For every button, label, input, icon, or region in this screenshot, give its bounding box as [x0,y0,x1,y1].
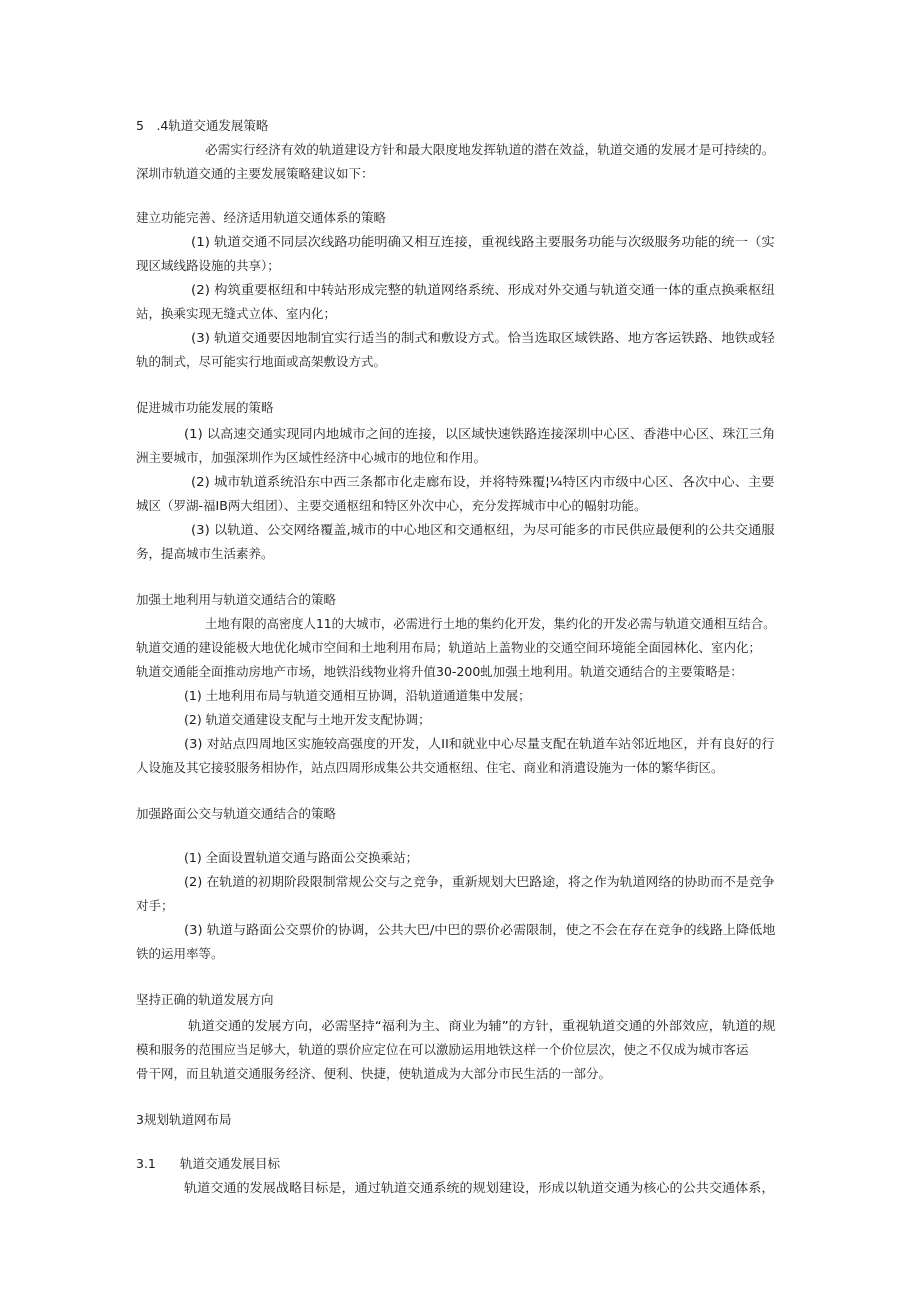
strategy-5-line: 骨干网，而且轨道交通服务经济、便利、快捷，使轨道成为大部分市民生活的一部分。 [136,1066,612,1081]
section-heading-5-4: 5 .4轨道交通发展策略 [136,118,269,133]
strategy-3-line: 轨道交通的建设能极大地优化城市空间和土地利用布局；轨道站上盖物业的交通空间环境能全面园林化、室内化； [136,640,762,655]
strategy-2-line: (2) 城市轨道系统沿东中西三条都市化走廊布设，并将特殊覆¦¼特区内市级中心区、各次中心、主要 [191,474,775,489]
strategy-2-line: (3) 以轨道、公交网络覆盖,城市的中心地区和交通枢纽，为尽可能多的市民供应最便利的公共交通服 [191,522,775,537]
strategy-2-title: 促进城市功能发展的策略 [136,400,274,415]
strategy-1-line: (2) 构筑重要枢纽和中转站形成完整的轨道网络系统、形成对外交通与轨道交通一体的重点换乘枢纽 [191,282,775,297]
strategy-3-line: (1) 土地利用布局与轨道交通相互协调，沿轨道通道集中发展； [184,688,531,703]
strategy-4-line: (2) 在轨道的初期阶段限制常规公交与之竞争，重新规划大巴路途，将之作为轨道网络的协助而不是竞争 [184,874,775,889]
strategy-3-title: 加强土地利用与轨道交通结合的策略 [136,592,337,607]
strategy-4-line: 铁的运用率等。 [136,946,224,961]
strategy-3-line: 土地有限的高密度人11的大城市，必需进行土地的集约化开发，集约化的开发必需与轨道交通相互结合。 [205,616,776,631]
strategy-3-line: 轨道交通能全面推动房地产市场，地铁沿线物业将升值30-200虬加强土地利用。轨道交通结合的主要策略是： [136,664,743,679]
strategy-1-line: (3) 轨道交通要因地制宜实行适当的制式和敷设方式。恰当选取区域铁路、地方客运铁路、地铁或轻 [191,330,775,345]
strategy-3-line: (3) 对站点四周地区实施较高强度的开发，人II和就业中心尽量支配在轨道车站邻近地区，并有良好的行 [184,736,775,751]
strategy-4-title: 加强路面公交与轨道交通结合的策略 [136,806,337,821]
strategy-4-line: 对手； [136,898,174,913]
section-3-1-line: 轨道交通的发展战略目标是，通过轨道交通系统的规划建设，形成以轨道交通为核心的公共交通体系， [184,1180,775,1195]
intro-line-1: 必需实行经济有效的轨道建设方针和最大限度地发挥轨道的潜在效益，轨道交通的发展才是可持续的。 [205,142,775,157]
strategy-1-line: 现区域线路设施的共享）； [136,258,280,273]
strategy-5-line: 轨道交通的发展方向，必需坚持“福利为主、商业为辅”的方针，重视轨道交通的外部效应，轨道的规 [188,1018,776,1033]
strategy-1-line: (1) 轨道交通不同层次线路功能明确又相互连接，重视线路主要服务功能与次级服务功能的统一（实 [191,234,775,249]
strategy-2-line: 洲主要城市，加强深圳作为区域性经济中心城市的地位和作用。 [136,450,487,465]
section-3-1-number: 3.1 [136,1156,156,1171]
strategy-1-line: 站，换乘实现无缝式立体、室内化； [136,306,337,321]
strategy-2-line: (1) 以高速交通实现同内地城市之间的连接，以区域快速铁路连接深圳中心区、香港中心区、珠江三角 [184,426,776,441]
strategy-5-line: 模和服务的范围应当足够大，轨道的票价应定位在可以激励运用地铁这样一个价位层次，使之不仅成为城市客运 [136,1042,749,1057]
strategy-1-title: 建立功能完善、经济适用轨道交通体系的策略 [136,210,387,225]
strategy-1-line: 轨的制式，尽可能实行地面或高架敷设方式。 [136,354,387,369]
strategy-3-line: (2) 轨道交通建设支配与土地开发支配协调； [184,712,431,727]
strategy-5-title: 坚持正确的轨道发展方向 [136,992,274,1007]
strategy-4-line: (3) 轨道与路面公交票价的协调，公共大巴/中巴的票价必需限制，使之不会在存在竞争的线路上降低地 [184,922,776,937]
strategy-3-line: 人设施及其它接驳服务相协作，站点四周形成集公共交通枢纽、住宅、商业和消遣设施为一体的繁华街区。 [136,760,724,775]
section-3-1-title: 轨道交通发展目标 [180,1156,281,1171]
chapter-3-title: 3规划轨道网布局 [136,1112,232,1127]
strategy-2-line: 城区（罗湖-福IB两大组团）、主要交通枢纽和特区外次中心，充分发挥城市中心的幅射功能。 [136,498,647,513]
strategy-4-line: (1) 全面设置轨道交通与路面公交换乘站； [184,850,419,865]
strategy-2-line: 务，提高城市生活素养。 [136,546,274,561]
intro-line-2: 深圳市轨道交通的主要发展策略建议如下： [136,166,374,181]
